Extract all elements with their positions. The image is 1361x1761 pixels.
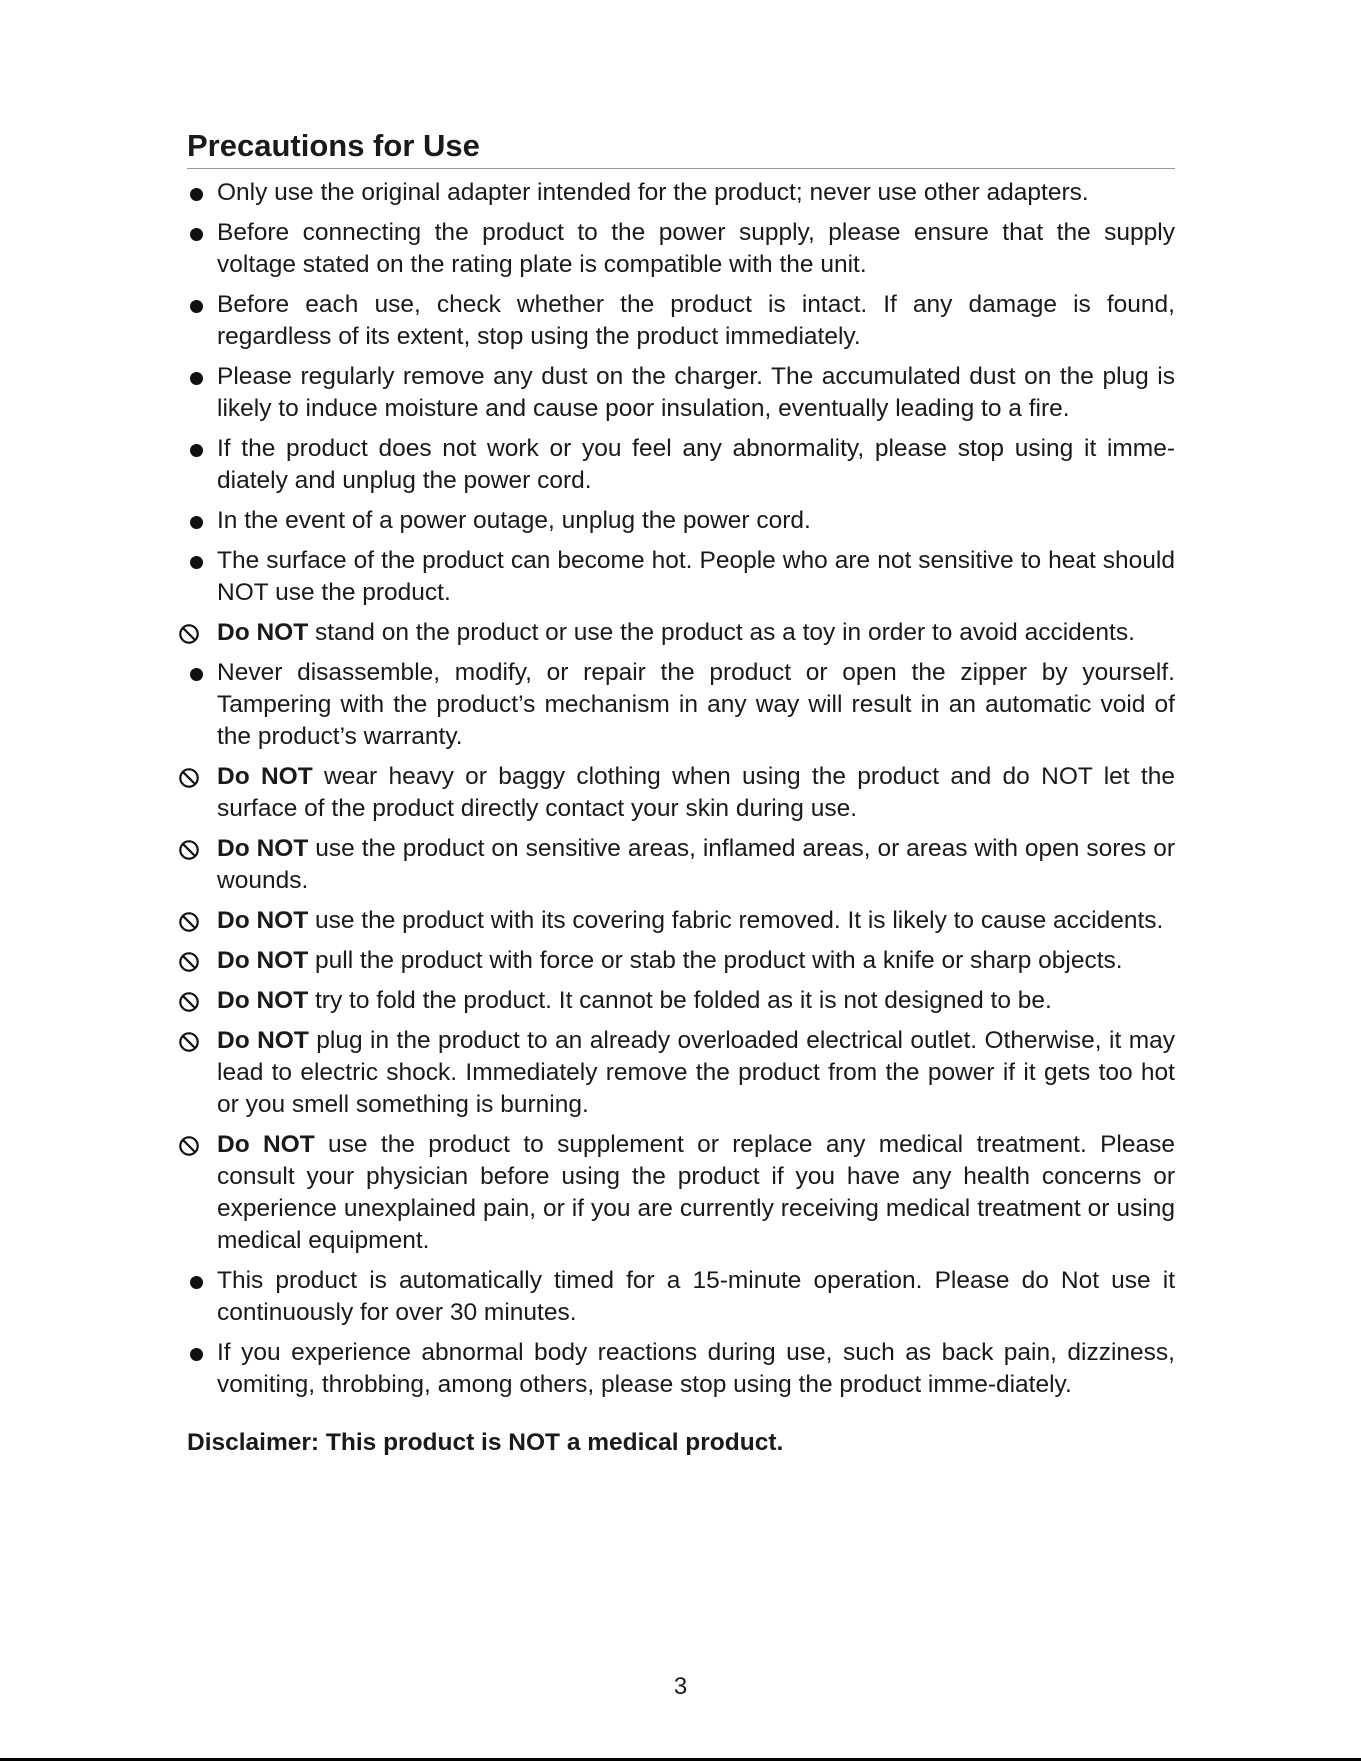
precaution-item: [187, 433, 1175, 497]
item-text: Only use the original adapter intended for the product; never use other adapters.: [217, 179, 1089, 206]
do-not-label: Do NOT: [217, 1027, 309, 1054]
disclaimer: Disclaimer: This product is NOT a medical product.: [187, 1429, 784, 1456]
item-text: If you experience abnormal body reactions during use, such as back pain, dizziness, vomiting, throbbing, among others, please stop using the product imme-diately.: [217, 1339, 1175, 1398]
item-text: pull the product with force or stab the product with a knife or sharp objects.: [308, 947, 1123, 974]
bullet-icon: [190, 444, 203, 457]
item-text: try to fold the product. It cannot be folded as it is not designed to be.: [308, 987, 1052, 1014]
page-title: Precautions for Use: [187, 128, 1175, 169]
bullet-icon: [190, 1348, 203, 1361]
do-not-label: Do NOT: [217, 835, 309, 862]
item-text: This product is automatically timed for a 15-minute operation. Please do Not use it continuously for over 30 minutes.: [217, 1267, 1175, 1326]
bullet-icon: [190, 556, 203, 569]
bullet-icon: [190, 1276, 203, 1289]
precaution-item: [187, 361, 1175, 425]
precaution-item: [187, 985, 1175, 1017]
do-not-label: Do NOT: [217, 619, 309, 646]
document-page: [187, 128, 1175, 1459]
precaution-item: [187, 761, 1175, 825]
precaution-item: [187, 177, 1175, 209]
item-text: use the product with its covering fabric removed. It is likely to cause accidents.: [308, 907, 1164, 934]
prohibition-icon: [185, 1137, 203, 1155]
prohibition-icon: [185, 841, 203, 859]
item-text: Before connecting the product to the power supply, please ensure that the supply voltage stated on the rating plate is compatible with the unit.: [217, 219, 1175, 278]
item-text: wear heavy or baggy clothing when using the product and do NOT let the surface of the product directly contact your skin during use.: [217, 763, 1175, 822]
precaution-item: [187, 617, 1175, 649]
item-text: stand on the product or use the product as a toy in order to avoid accidents.: [308, 619, 1135, 646]
item-text: use the product on sensitive areas, inflamed areas, or areas with open sores or wounds.: [217, 835, 1175, 894]
prohibition-icon: [185, 769, 203, 787]
precaution-item: [187, 905, 1175, 937]
prohibition-icon: [185, 993, 203, 1011]
precaution-item: [187, 1337, 1175, 1401]
item-text: Never disassemble, modify, or repair the product or open the zipper by yourself. Tampering with the product’s mechanism in any way will result in an automatic void of the product’s warranty.: [217, 659, 1175, 750]
precaution-item: [187, 545, 1175, 609]
do-not-label: Do NOT: [217, 987, 309, 1014]
bullet-icon: [190, 188, 203, 201]
precaution-item: [187, 945, 1175, 977]
precaution-item: [187, 1265, 1175, 1329]
prohibition-icon: [185, 625, 203, 643]
precaution-item: [187, 657, 1175, 753]
bullet-icon: [190, 300, 203, 313]
bullet-icon: [190, 372, 203, 385]
precaution-item: [187, 1025, 1175, 1121]
item-text: If the product does not work or you feel any abnormality, please stop using it imme-diately and unplug the power cord.: [217, 435, 1175, 494]
page-number: 3: [673, 1673, 688, 1700]
item-text: Before each use, check whether the product is intact. If any damage is found, regardless of its extent, stop using the product immediately.: [217, 291, 1175, 350]
prohibition-icon: [185, 953, 203, 971]
item-text: Please regularly remove any dust on the charger. The accumulated dust on the plug is likely to induce moisture and cause poor insulation, eventually leading to a fire.: [217, 363, 1175, 422]
precaution-item: [187, 217, 1175, 281]
item-text: plug in the product to an already overloaded electrical outlet. Otherwise, it may lead to electric shock. Immediately remove the product from the power if it gets too hot or you smell something is burning.: [217, 1027, 1176, 1118]
bullet-icon: [190, 516, 203, 529]
prohibition-icon: [185, 1033, 203, 1051]
do-not-label: Do NOT: [217, 947, 309, 974]
precaution-item: [187, 1129, 1175, 1257]
prohibition-icon: [185, 913, 203, 931]
do-not-label: Do NOT: [217, 907, 309, 934]
precaution-item: [187, 505, 1175, 537]
item-text: In the event of a power outage, unplug the power cord.: [217, 507, 811, 534]
item-text: use the product to supplement or replace any medical treatment. Please consult your physician before using the product if you have any health concerns or experience unexplained pain, or if you are currently receiving medical treatment or using medical equipment.: [217, 1131, 1175, 1254]
precautions-list: [187, 177, 1175, 1401]
bullet-icon: [190, 668, 203, 681]
item-text: The surface of the product can become hot. People who are not sensitive to heat should NOT use the product.: [217, 547, 1175, 606]
do-not-label: Do NOT: [217, 1131, 315, 1158]
do-not-label: Do NOT: [217, 763, 313, 790]
bullet-icon: [190, 228, 203, 241]
precaution-item: [187, 833, 1175, 897]
precaution-item: [187, 289, 1175, 353]
